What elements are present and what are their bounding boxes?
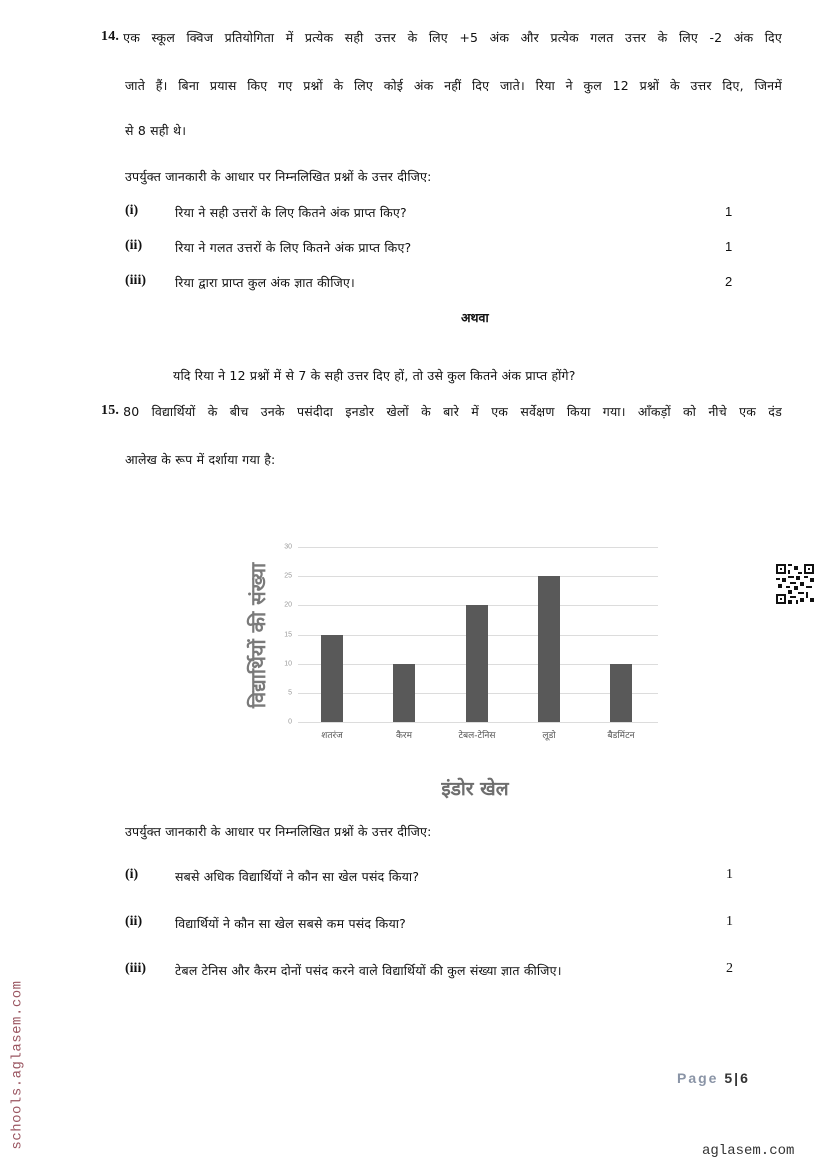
subquestion-label: (i): [125, 867, 139, 882]
page-number: Page 5|6: [677, 1070, 750, 1086]
bar-badminton: [610, 664, 632, 722]
q15-number: 15.: [101, 403, 120, 418]
q14-instruction: उपर्युक्त जानकारी के आधार पर निम्नलिखित प्रश्नों के उत्तर दीजिए:: [125, 169, 432, 184]
q14-text-line3: से 8 सही थे।: [125, 123, 187, 138]
q14-subquestion: [125, 273, 735, 293]
subquestion-text: रिया ने सही उत्तरों के लिए कितने अंक प्राप्त किए?: [175, 205, 407, 220]
y-tick: 10: [284, 660, 292, 668]
q15-instruction: उपर्युक्त जानकारी के आधार पर निम्नलिखित प्रश्नों के उत्तर दीजिए:: [125, 824, 432, 839]
q15-text-line2: आलेख के रूप में दर्शाया गया है:: [125, 452, 276, 467]
subquestion-text: विद्यार्थियों ने कौन सा खेल सबसे कम पसंद किया?: [175, 916, 406, 931]
subquestion-marks: 1: [726, 914, 733, 929]
y-axis-title: विद्यार्थियों की संख्या: [246, 562, 271, 708]
q14-line1: [101, 29, 782, 46]
bar-ludo: [538, 576, 560, 722]
q14-text-line2: जाते हैं। बिना प्रयास किए गए प्रश्नों के लिए कोई अंक नहीं दिए जाते। रिया ने कुल 12 प्रश्नों के उत्तर दिए, जिनमें: [125, 78, 782, 93]
plot-area: [284, 543, 658, 726]
q15-line1: [101, 403, 782, 420]
y-tick: 20: [284, 601, 292, 609]
x-label: कैरम: [396, 731, 412, 741]
x-label: टेबल-टेनिस: [458, 731, 496, 741]
bar-chart: [240, 535, 670, 805]
subquestion-text: सबसे अधिक विद्यार्थियों ने कौन सा खेल पसंद किया?: [175, 869, 420, 884]
subquestion-label: (ii): [125, 914, 143, 929]
subquestion-label: (iii): [125, 961, 146, 976]
q15-subquestion: [125, 867, 735, 887]
x-label: शतरंज: [321, 731, 343, 741]
subquestion-label: (iii): [125, 273, 146, 288]
y-tick: 30: [284, 543, 292, 551]
y-tick: 15: [284, 631, 292, 638]
bar-table-tennis: [466, 605, 488, 722]
q14-subquestion: [125, 203, 735, 223]
q15-subquestion: [125, 961, 735, 981]
q14-subquestion: [125, 238, 735, 258]
q14-text-line1: एक स्कूल क्विज प्रतियोगिता में प्रत्येक सही उत्तर के लिए +5 अंक और प्रत्येक गलत उत्तर के लिए -2 अंक दिए: [123, 30, 782, 45]
y-tick: 25: [284, 572, 292, 580]
bar-chess: [321, 635, 343, 723]
qr-code-icon: [776, 564, 814, 604]
subquestion-text: रिया द्वारा प्राप्त कुल अंक ज्ञात कीजिए।: [175, 275, 355, 290]
or-label: अथवा: [461, 310, 489, 325]
x-label: लूडो: [542, 731, 556, 741]
subquestion-marks: 2: [726, 961, 733, 976]
x-axis-title: इंडोर खेल: [441, 778, 509, 800]
q15-subquestion: [125, 914, 735, 934]
x-label: बैडमिंटन: [607, 731, 635, 741]
bar-carrom: [393, 664, 415, 722]
q14-number: 14.: [101, 29, 120, 44]
subquestion-marks: 1: [725, 239, 733, 254]
q15-text-line1: 80 विद्यार्थियों के बीच उनके पसंदीदा इनडोर खेलों के बारे में एक सर्वेक्षण किया गया। आँकड़ों को नीचे एक दंड: [123, 404, 782, 419]
subquestion-marks: 1: [725, 204, 733, 219]
y-tick: 5: [288, 689, 292, 697]
side-watermark: schools.aglasem.com: [10, 980, 27, 1150]
subquestion-label: (i): [125, 203, 139, 218]
subquestion-label: (ii): [125, 238, 143, 253]
q14-or-question: यदि रिया ने 12 प्रश्नों में से 7 के सही उत्तर दिए हों, तो उसे कुल कितने अंक प्राप्त होंगे?: [173, 368, 576, 383]
subquestion-text: रिया ने गलत उत्तरों के लिए कितने अंक प्राप्त किए?: [175, 240, 412, 255]
y-tick: 0: [288, 718, 292, 726]
subquestion-text: टेबल टेनिस और कैरम दोनों पसंद करने वाले विद्यार्थियों की कुल संख्या ज्ञात कीजिए।: [175, 963, 562, 978]
subquestion-marks: 2: [725, 274, 733, 289]
bottom-watermark: aglasem.com: [702, 1143, 795, 1159]
subquestion-marks: 1: [726, 867, 733, 882]
